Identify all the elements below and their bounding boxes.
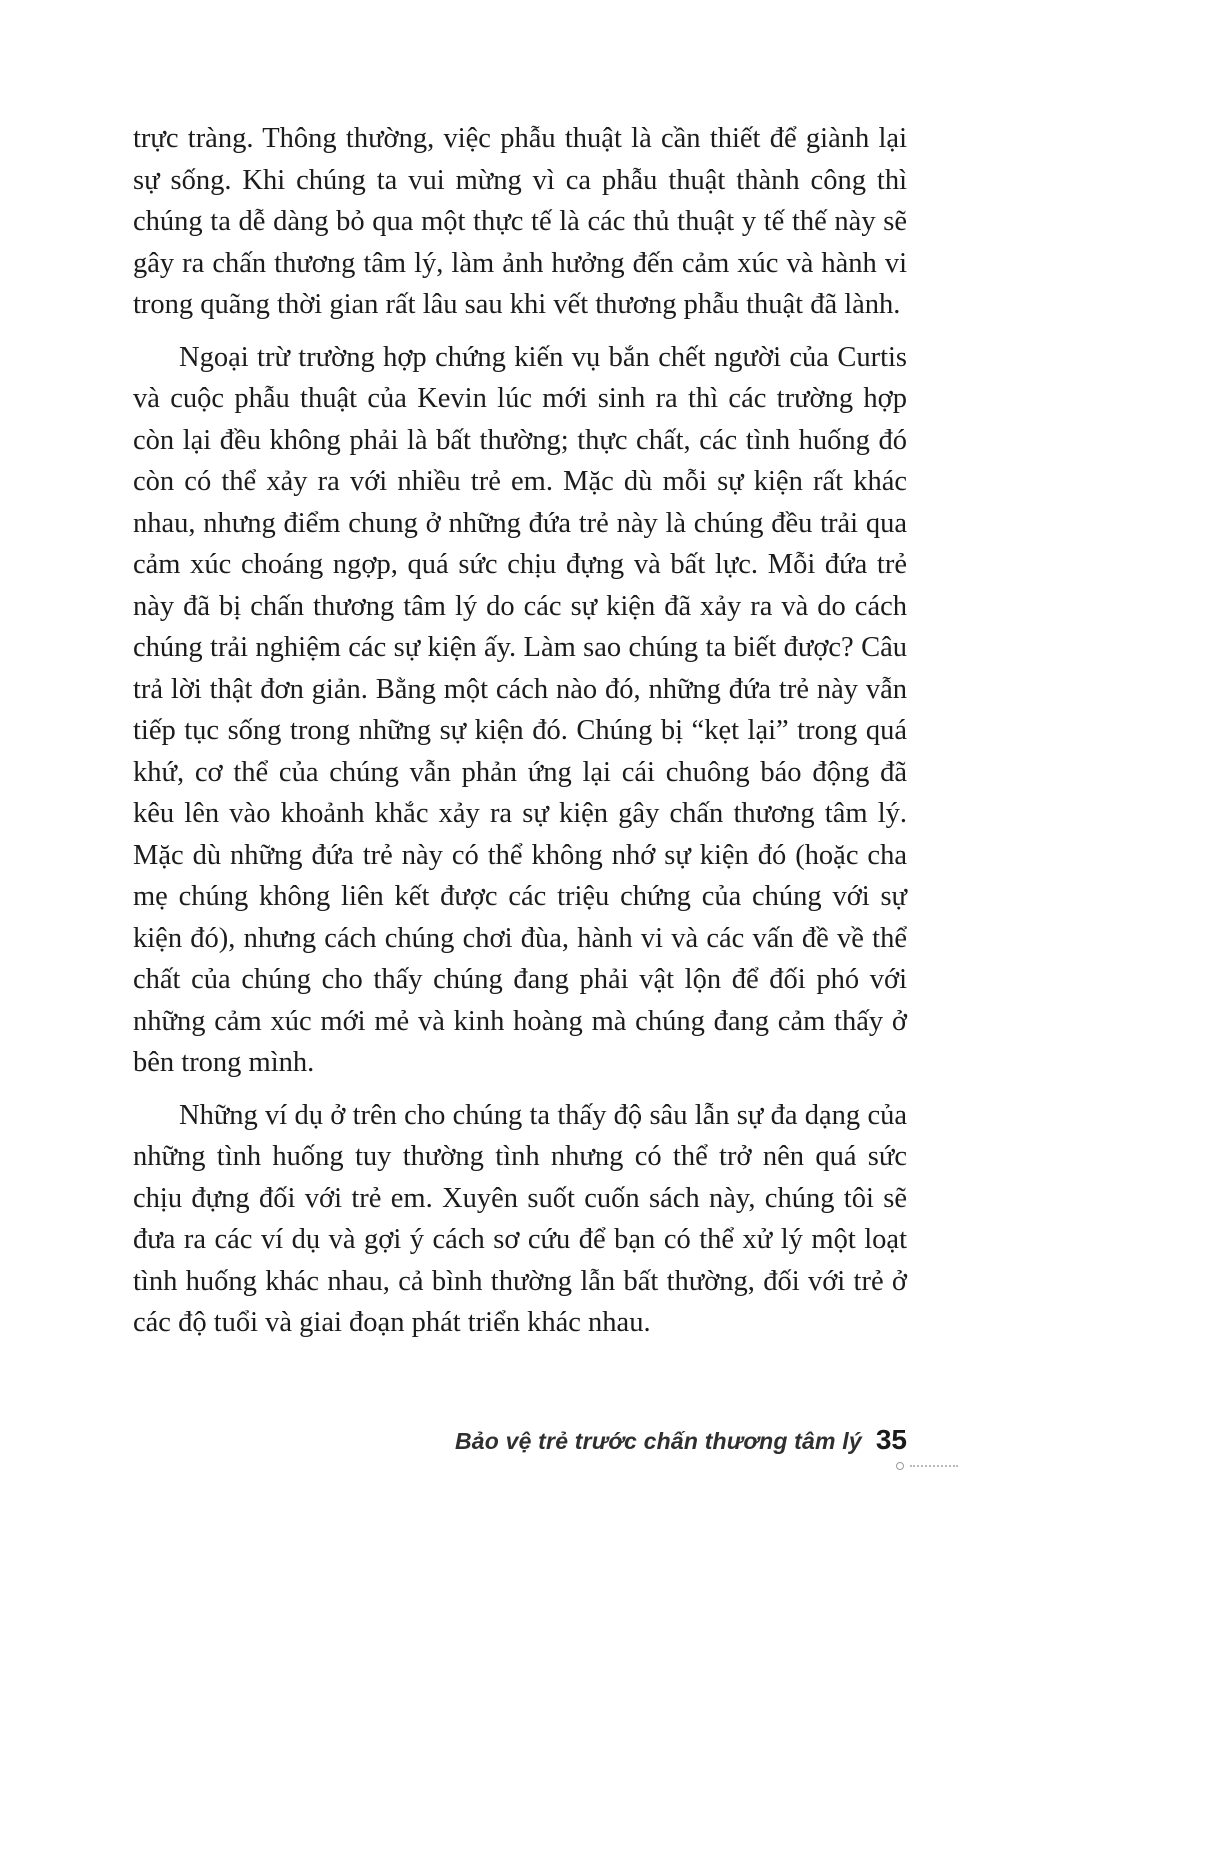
body-text (133, 118, 907, 1344)
page-footer (133, 1424, 907, 1456)
paragraph-3: Những ví dụ ở trên cho chúng ta thấy độ sâu lẫn sự đa dạng của những tình huống tuy thường tình nhưng có thể trở nên quá sức chịu đựng đối với trẻ em. Xuyên suốt cuốn sách này, chúng tôi sẽ đưa ra các ví dụ và gợi ý cách sơ cứu để bạn có thể xử lý một loạt tình huống khác nhau, cả bình thường lẫn bất thường, đối với trẻ ở các độ tuổi và giai đoạn phát triển khác nhau. (133, 1099, 907, 1338)
footer-running-title: Bảo vệ trẻ trước chấn thương tâm lý (454, 1428, 862, 1454)
paragraph-2: Ngoại trừ trường hợp chứng kiến vụ bắn chết người của Curtis và cuộc phẫu thuật của Kevin lúc mới sinh ra thì các trường hợp còn lại đều không phải là bất thường; thực chất, các tình huống đó còn có thể xảy ra với nhiều trẻ em. Mặc dù mỗi sự kiện rất khác nhau, nhưng điểm chung ở những đứa trẻ này là chúng đều trải qua cảm xúc choáng ngợp, quá sức chịu đựng và bất lực. Mỗi đứa trẻ này đã bị chấn thương tâm lý do các sự kiện đã xảy ra và do cách chúng trải nghiệm các sự kiện ấy. Làm sao chúng ta biết được? Câu trả lời thật đơn giản. Bằng một cách nào đó, những đứa trẻ này vẫn tiếp tục sống trong những sự kiện đó. Chúng bị “kẹt lại” trong quá khứ, cơ thể của chúng vẫn phản ứng lại cái chuông báo động đã kêu lên vào khoảnh khắc xảy ra sự kiện gây chấn thương tâm lý. Mặc dù những đứa trẻ này có thể không nhớ sự kiện đó (hoặc cha mẹ chúng không liên kết được các triệu chứng của chúng với sự kiện đó), nhưng cách chúng chơi đùa, hành vi và các vấn đề về thể chất của chúng cho thấy chúng đang phải vật lộn để đối phó với những cảm xúc mới mẻ và kinh hoàng mà chúng đang cảm thấy ở bên trong mình. (133, 341, 907, 1078)
dotted-line-ornament (910, 1465, 958, 1467)
paragraph-1: trực tràng. Thông thường, việc phẫu thuật là cần thiết để giành lại sự sống. Khi chúng ta vui mừng vì ca phẫu thuật thành công thì chúng ta dễ dàng bỏ qua một thực tế là các thủ thuật y tế thế này sẽ gây ra chấn thương tâm lý, làm ảnh hưởng đến cảm xúc và hành vi trong quãng thời gian rất lâu sau khi vết thương phẫu thuật đã lành. (133, 123, 907, 320)
page-number: 35 (875, 1424, 907, 1455)
circle-ornament-icon (896, 1462, 904, 1470)
footer-dotted-decoration (896, 1462, 958, 1470)
